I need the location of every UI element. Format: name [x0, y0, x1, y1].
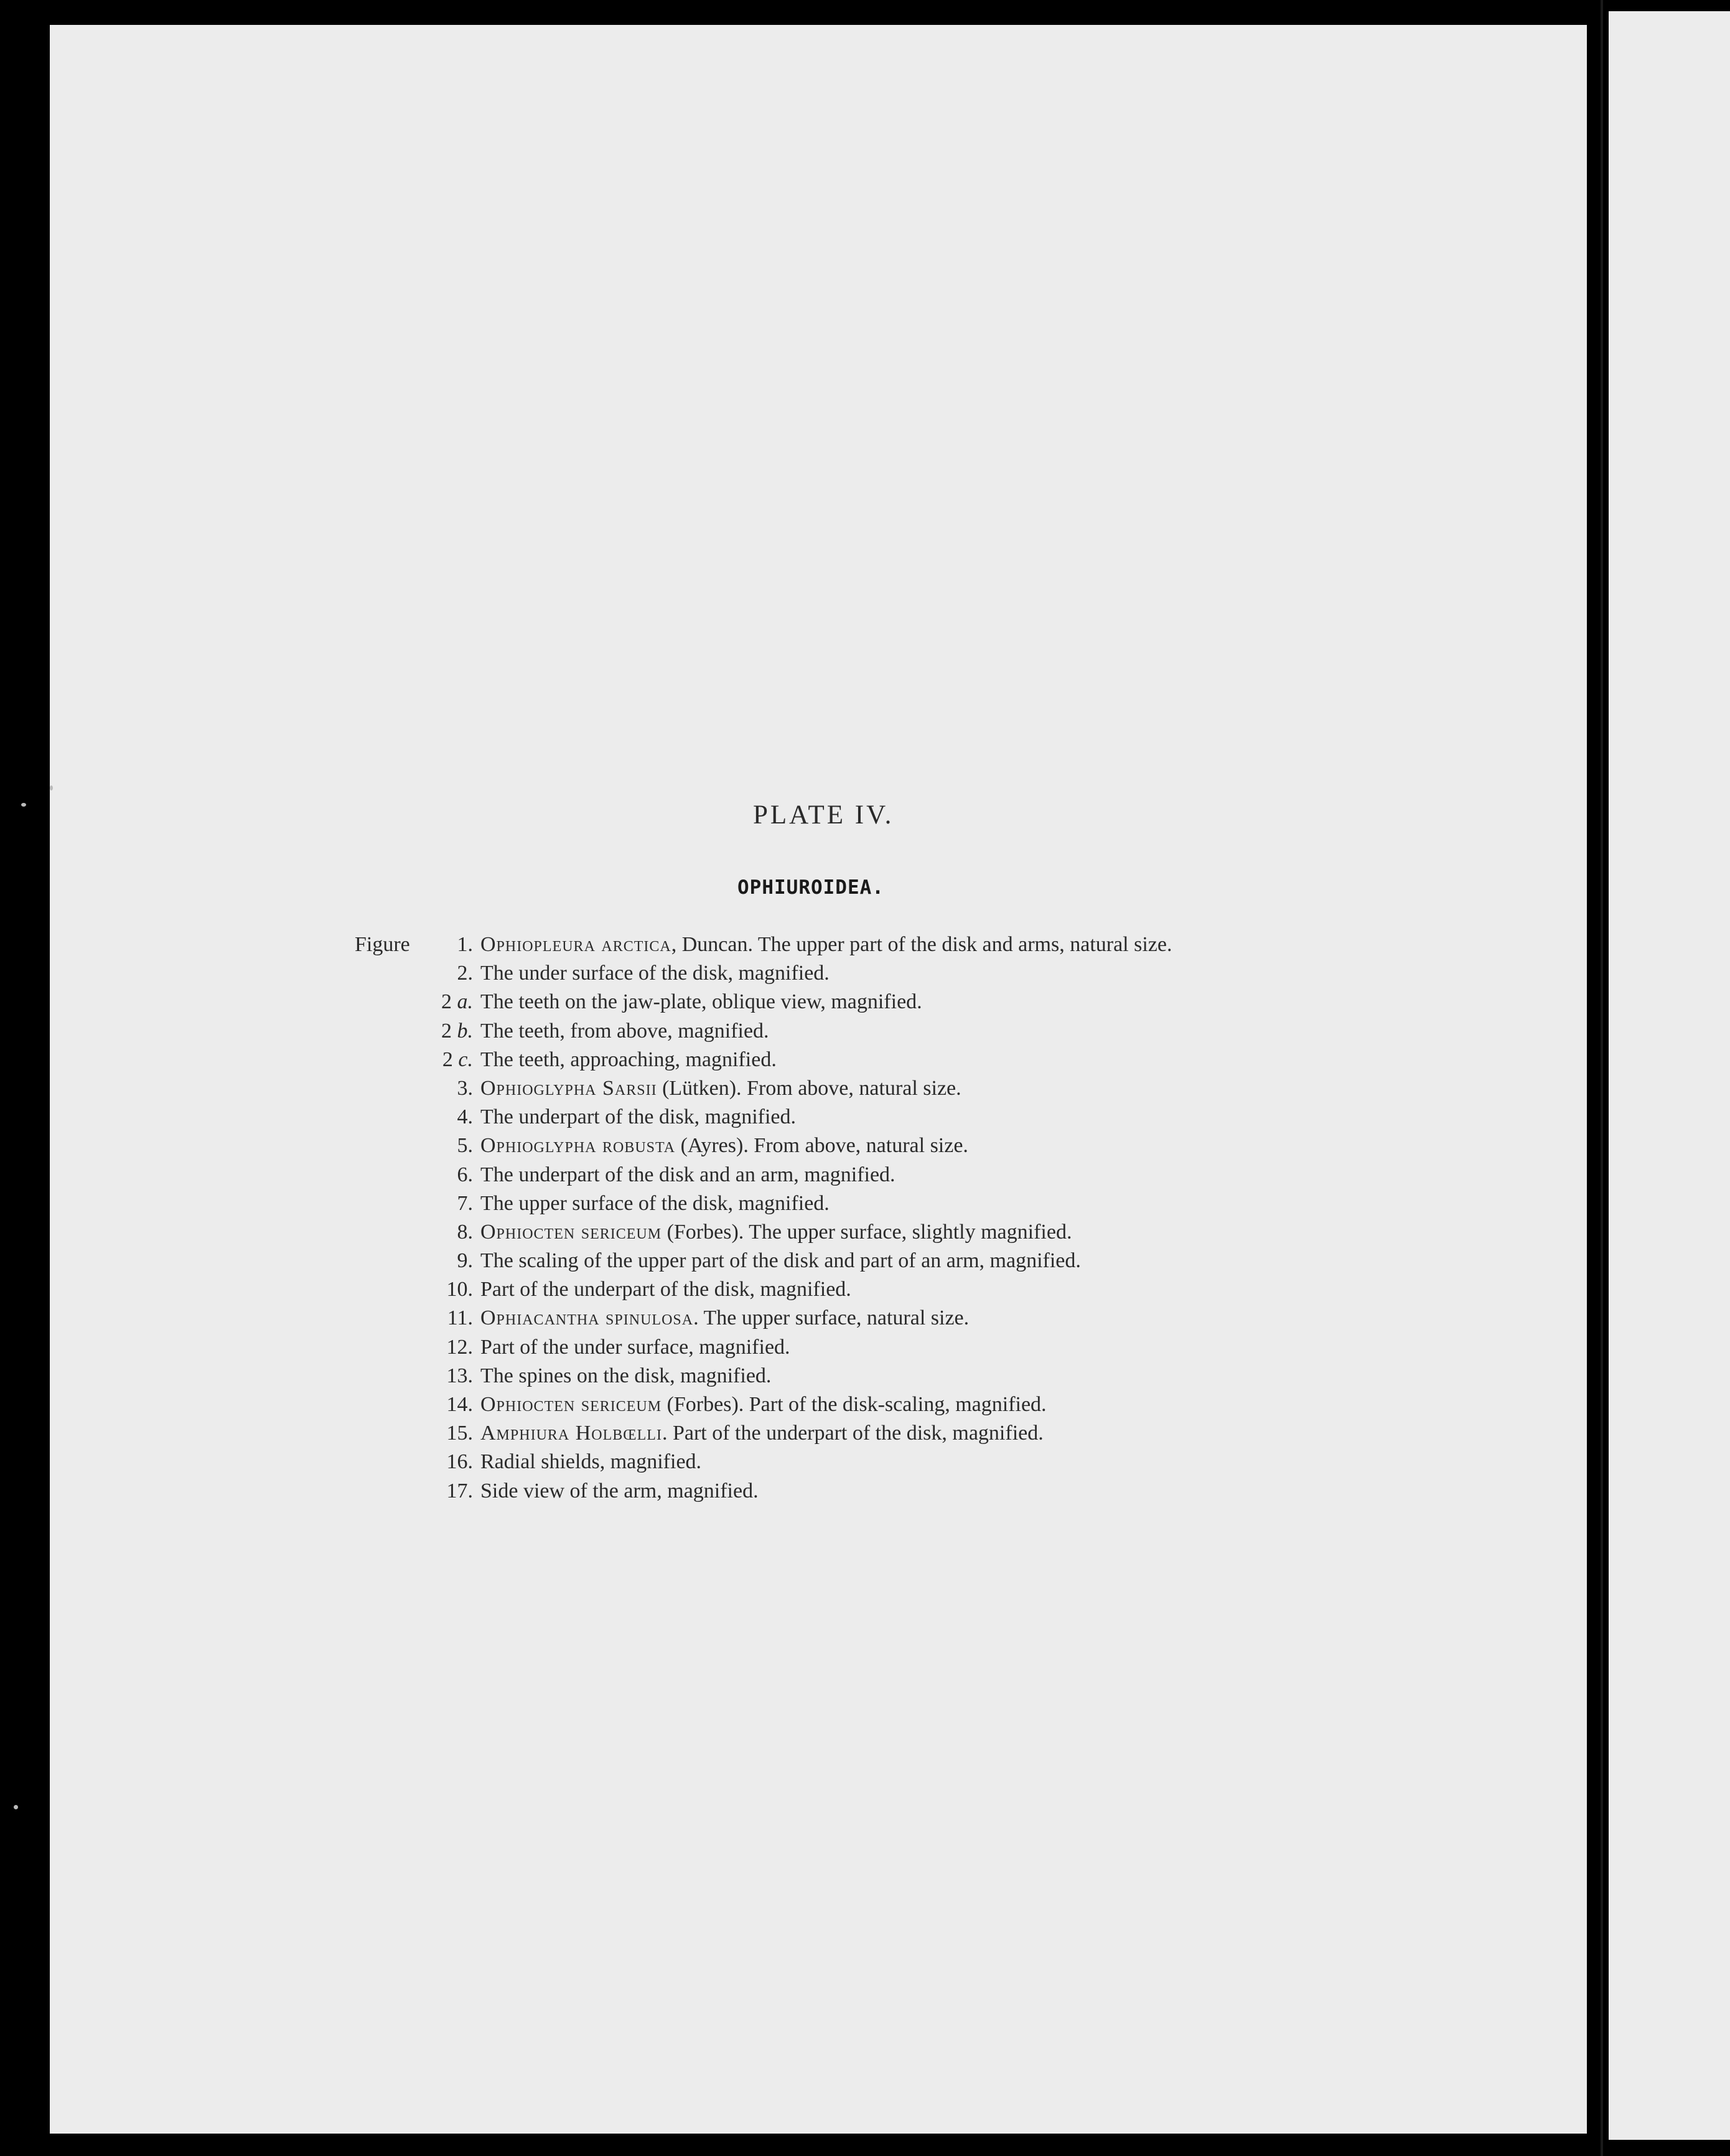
species-name: Ophioglypha Sarsii — [480, 1076, 657, 1100]
figure-caption — [355, 1189, 1288, 1218]
figure-number: 2 b. — [441, 1019, 473, 1043]
figure-number: 16. — [446, 1450, 473, 1474]
figure-caption — [355, 1362, 1288, 1390]
figure-caption — [355, 959, 1288, 988]
species-name: Ophiocten sericeum — [480, 1220, 662, 1244]
caption-text: The teeth, from above, magnified. — [480, 1019, 769, 1043]
figure-number: 17. — [446, 1479, 473, 1502]
figure-subletter: a. — [452, 990, 473, 1014]
caption-text: . The upper surface, natural size. — [693, 1306, 970, 1330]
figure-subletter: b. — [452, 1019, 473, 1043]
species-name: Ophiocten sericeum — [480, 1393, 662, 1416]
figure-number: 2 c. — [442, 1048, 473, 1071]
figure-number: 10. — [446, 1278, 473, 1301]
figure-caption — [355, 1218, 1288, 1247]
margin-speck — [14, 1805, 18, 1809]
caption-text: Part of the under surface, magnified. — [480, 1335, 790, 1359]
figure-number: 2 a. — [441, 990, 473, 1014]
figure-caption — [355, 1390, 1288, 1419]
figure-caption — [355, 1419, 1288, 1448]
figure-number: 13. — [446, 1364, 473, 1387]
figure-caption — [355, 1477, 1288, 1506]
figure-number: 4. — [457, 1105, 473, 1129]
figure-number: 15. — [446, 1422, 473, 1445]
figure-number: 3. — [457, 1076, 473, 1100]
caption-text: The scaling of the upper part of the disk and part of an arm, magnified. — [480, 1249, 1081, 1273]
caption-text: . Part of the underpart of the disk, magnified. — [662, 1422, 1044, 1445]
caption-text: (Ayres). From above, natural size. — [675, 1134, 968, 1158]
figure-caption — [355, 930, 1288, 959]
figure-caption — [355, 1448, 1288, 1476]
figure-caption — [355, 1304, 1288, 1333]
figure-captions — [355, 930, 1288, 1506]
caption-text: The spines on the disk, magnified. — [480, 1364, 772, 1387]
figure-subletter: c. — [452, 1048, 473, 1071]
figure-number: 1. — [457, 933, 473, 956]
margin-speck — [21, 803, 26, 807]
species-name: Ophiacantha spinulosa — [480, 1306, 694, 1330]
caption-text: Side view of the arm, magnified. — [480, 1479, 759, 1502]
figure-caption — [355, 1247, 1288, 1275]
caption-text: (Forbes). The upper surface, slightly magnified. — [662, 1220, 1072, 1244]
figure-number: 9. — [457, 1249, 473, 1273]
caption-text: The underpart of the disk and an arm, magnified. — [480, 1163, 895, 1186]
figure-label: Figure — [355, 933, 410, 956]
figure-caption — [355, 1161, 1288, 1189]
figure-caption — [355, 1103, 1288, 1132]
gutter-line-thin — [1601, 0, 1603, 2156]
species-name: Ophiopleura arctica — [480, 933, 671, 956]
figure-caption — [355, 1074, 1288, 1103]
figure-caption — [355, 1017, 1288, 1046]
figure-number: 8. — [457, 1220, 473, 1244]
caption-text: The teeth, approaching, magnified. — [480, 1048, 777, 1071]
figure-number: 2. — [457, 962, 473, 985]
figure-number: 7. — [457, 1191, 473, 1215]
caption-text: The under surface of the disk, magnified. — [480, 962, 830, 985]
section-title: OPHIUROIDEA. — [737, 876, 884, 899]
caption-text: The teeth on the jaw-plate, oblique view, magnified. — [480, 990, 922, 1014]
margin-speck — [50, 785, 53, 790]
species-name: Amphiura Holbœlli — [480, 1422, 662, 1445]
caption-text: (Forbes). Part of the disk-scaling, magnified. — [662, 1393, 1047, 1416]
caption-text: The upper surface of the disk, magnified. — [480, 1191, 830, 1215]
figure-caption — [355, 988, 1288, 1016]
caption-text: Radial shields, magnified. — [480, 1450, 702, 1474]
caption-text: Part of the underpart of the disk, magnified. — [480, 1278, 851, 1301]
facing-page-edge — [1609, 11, 1730, 2140]
caption-text: (Lütken). From above, natural size. — [657, 1076, 961, 1100]
figure-number: 11. — [447, 1306, 473, 1330]
plate-title: PLATE IV. — [753, 800, 894, 830]
gutter-line — [1587, 0, 1609, 2156]
figure-caption — [355, 1333, 1288, 1362]
caption-text: , Duncan. The upper part of the disk and arms, natural size. — [671, 933, 1172, 956]
figure-number: 5. — [457, 1134, 473, 1158]
caption-text: The underpart of the disk, magnified. — [480, 1105, 797, 1129]
figure-number: 6. — [457, 1163, 473, 1186]
figure-caption — [355, 1046, 1288, 1074]
species-name: Ophioglypha robusta — [480, 1134, 676, 1158]
figure-number: 12. — [446, 1335, 473, 1359]
figure-caption — [355, 1132, 1288, 1160]
figure-number: 14. — [446, 1393, 473, 1416]
figure-caption — [355, 1275, 1288, 1304]
